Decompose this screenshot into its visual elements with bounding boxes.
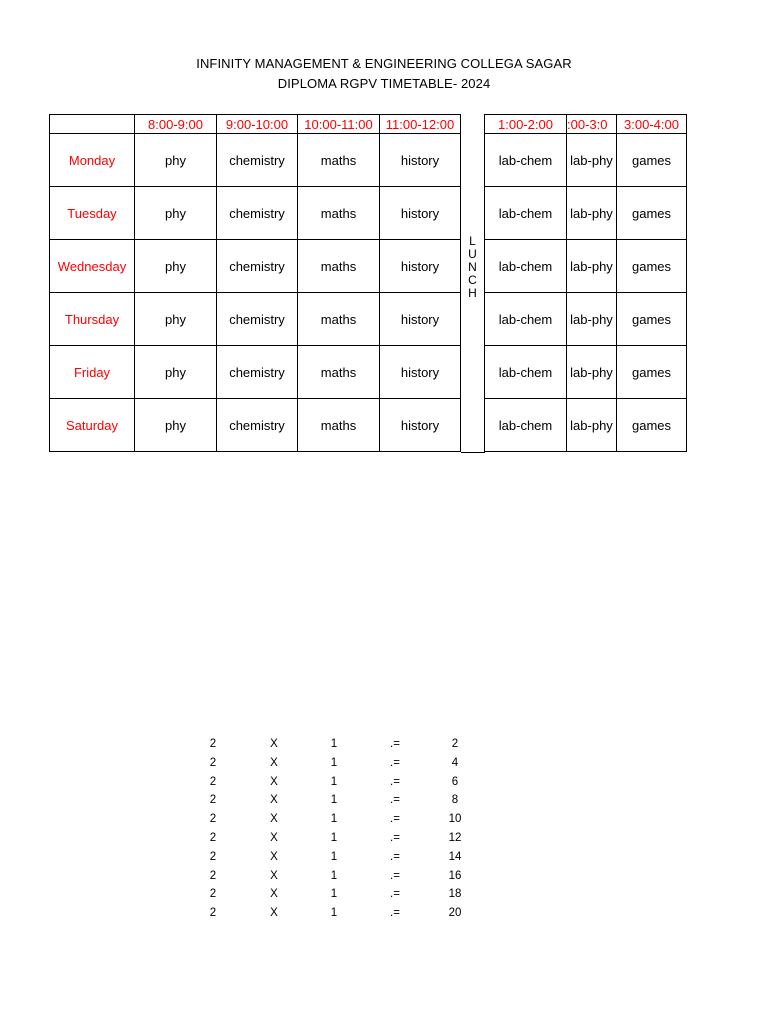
subject-cell: history bbox=[380, 240, 461, 293]
subject-cell: phy bbox=[135, 134, 217, 187]
subject-cell: lab-phy bbox=[567, 187, 617, 240]
equals-sign: .= bbox=[390, 738, 400, 750]
subject-cell: history bbox=[380, 399, 461, 452]
times-sign: X bbox=[270, 907, 278, 920]
subject-cell: lab-phy bbox=[567, 240, 617, 293]
multiplication-row bbox=[0, 757, 768, 775]
equals-sign: .= bbox=[390, 907, 400, 920]
day-label-monday: Monday bbox=[49, 134, 135, 187]
times-sign: X bbox=[270, 813, 278, 826]
product: 2 bbox=[451, 738, 459, 750]
lunch-letter: U bbox=[468, 246, 477, 261]
subject-cell: maths bbox=[298, 187, 380, 240]
subject-cell: phy bbox=[135, 399, 217, 452]
subject-cell: chemistry bbox=[217, 293, 298, 346]
multiplier: 1 bbox=[330, 907, 338, 920]
subject-cell: maths bbox=[298, 240, 380, 293]
day-label-thursday: Thursday bbox=[49, 293, 135, 346]
multiplication-row bbox=[0, 738, 768, 756]
subject-cell: games bbox=[617, 293, 687, 346]
day-label-saturday: Saturday bbox=[49, 399, 135, 452]
multiplication-row bbox=[0, 888, 768, 906]
times-sign: X bbox=[270, 738, 278, 750]
multiplicand: 2 bbox=[209, 756, 217, 769]
subject-cell: history bbox=[380, 187, 461, 240]
product: 20 bbox=[448, 907, 462, 920]
subject-cell: lab-phy bbox=[567, 134, 617, 187]
times-sign: X bbox=[270, 756, 278, 769]
product: 6 bbox=[451, 775, 459, 788]
multiplication-row bbox=[0, 870, 768, 888]
multiplication-row bbox=[0, 813, 768, 831]
header-corner-cell bbox=[49, 114, 135, 134]
equals-sign: .= bbox=[390, 813, 400, 826]
multiplicand: 2 bbox=[209, 888, 217, 901]
subject-cell: maths bbox=[298, 293, 380, 346]
lunch-letter: N bbox=[468, 259, 477, 274]
multiplier: 1 bbox=[330, 775, 338, 788]
equals-sign: .= bbox=[390, 832, 400, 844]
time-slot-header: 8:00-9:00 bbox=[135, 114, 217, 134]
product: 12 bbox=[448, 832, 462, 844]
time-slot-header: 9:00-10:00 bbox=[217, 114, 298, 134]
subject-cell: phy bbox=[135, 187, 217, 240]
subject-cell: maths bbox=[298, 134, 380, 187]
subject-cell: phy bbox=[135, 346, 217, 399]
subject-cell: chemistry bbox=[217, 346, 298, 399]
times-sign: X bbox=[270, 775, 278, 788]
multiplier: 1 bbox=[330, 738, 338, 750]
day-label-friday: Friday bbox=[49, 346, 135, 399]
subject-cell: chemistry bbox=[217, 399, 298, 452]
multiplier: 1 bbox=[330, 794, 338, 807]
multiplier: 1 bbox=[330, 813, 338, 826]
subject-cell: lab-phy bbox=[567, 293, 617, 346]
product: 8 bbox=[451, 794, 459, 807]
subject-cell: chemistry bbox=[217, 134, 298, 187]
subject-cell: lab-phy bbox=[567, 399, 617, 452]
subject-cell: lab-chem bbox=[485, 134, 567, 187]
multiplicand: 2 bbox=[209, 850, 217, 863]
multiplicand: 2 bbox=[209, 869, 217, 882]
multiplication-row bbox=[0, 794, 768, 812]
subject-cell: phy bbox=[135, 240, 217, 293]
times-sign: X bbox=[270, 794, 278, 807]
time-slot-header: 10:00-11:00 bbox=[298, 114, 380, 134]
subject-cell: lab-chem bbox=[485, 399, 567, 452]
multiplication-row bbox=[0, 832, 768, 850]
subject-cell: maths bbox=[298, 399, 380, 452]
multiplicand: 2 bbox=[209, 738, 217, 750]
lunch-letter: C bbox=[468, 272, 477, 287]
equals-sign: .= bbox=[390, 775, 400, 788]
times-sign: X bbox=[270, 832, 278, 844]
day-label-wednesday: Wednesday bbox=[49, 240, 135, 293]
multiplicand: 2 bbox=[209, 794, 217, 807]
multiplier: 1 bbox=[330, 756, 338, 769]
subject-cell: chemistry bbox=[217, 240, 298, 293]
subject-cell: lab-chem bbox=[485, 187, 567, 240]
multiplication-row bbox=[0, 851, 768, 869]
multiplier: 1 bbox=[330, 850, 338, 863]
subject-cell: games bbox=[617, 240, 687, 293]
subject-cell: history bbox=[380, 293, 461, 346]
multiplicand: 2 bbox=[209, 775, 217, 788]
day-label-tuesday: Tuesday bbox=[49, 187, 135, 240]
subject-cell: games bbox=[617, 134, 687, 187]
lunch-break-column bbox=[461, 114, 485, 453]
multiplicand: 2 bbox=[209, 907, 217, 920]
time-slot-header: :00-3:0 bbox=[567, 114, 617, 134]
sheet-title: INFINITY MANAGEMENT & ENGINEERING COLLEGA SAGAR bbox=[196, 56, 572, 71]
equals-sign: .= bbox=[390, 888, 400, 901]
times-sign: X bbox=[270, 869, 278, 882]
multiplicand: 2 bbox=[209, 832, 217, 844]
subject-cell: history bbox=[380, 134, 461, 187]
equals-sign: .= bbox=[390, 794, 400, 807]
time-slot-header: 3:00-4:00 bbox=[617, 114, 687, 134]
times-sign: X bbox=[270, 888, 278, 901]
multiplier: 1 bbox=[330, 888, 338, 901]
product: 10 bbox=[448, 813, 462, 826]
subject-cell: games bbox=[617, 346, 687, 399]
subject-cell: history bbox=[380, 346, 461, 399]
subject-cell: maths bbox=[298, 346, 380, 399]
multiplication-row bbox=[0, 776, 768, 794]
lunch-letter: H bbox=[468, 285, 477, 300]
product: 18 bbox=[448, 888, 462, 901]
multiplicand: 2 bbox=[209, 813, 217, 826]
sheet-subtitle: DIPLOMA RGPV TIMETABLE- 2024 bbox=[277, 76, 491, 91]
subject-cell: lab-chem bbox=[485, 240, 567, 293]
subject-cell: phy bbox=[135, 293, 217, 346]
subject-cell: lab-chem bbox=[485, 293, 567, 346]
multiplier: 1 bbox=[330, 832, 338, 844]
multiplication-row bbox=[0, 907, 768, 925]
product: 14 bbox=[448, 850, 462, 863]
subject-cell: chemistry bbox=[217, 187, 298, 240]
lunch-letter: L bbox=[469, 233, 476, 248]
times-sign: X bbox=[270, 850, 278, 863]
subject-cell: games bbox=[617, 187, 687, 240]
multiplier: 1 bbox=[330, 869, 338, 882]
subject-cell: lab-phy bbox=[567, 346, 617, 399]
lunch-vertical-label bbox=[468, 235, 477, 300]
time-slot-header: 1:00-2:00 bbox=[485, 114, 567, 134]
equals-sign: .= bbox=[390, 850, 400, 863]
subject-cell: lab-chem bbox=[485, 346, 567, 399]
time-slot-header: 11:00-12:00 bbox=[380, 114, 461, 134]
product: 4 bbox=[451, 756, 459, 769]
equals-sign: .= bbox=[390, 869, 400, 882]
product: 16 bbox=[448, 869, 462, 882]
equals-sign: .= bbox=[390, 756, 400, 769]
subject-cell: games bbox=[617, 399, 687, 452]
